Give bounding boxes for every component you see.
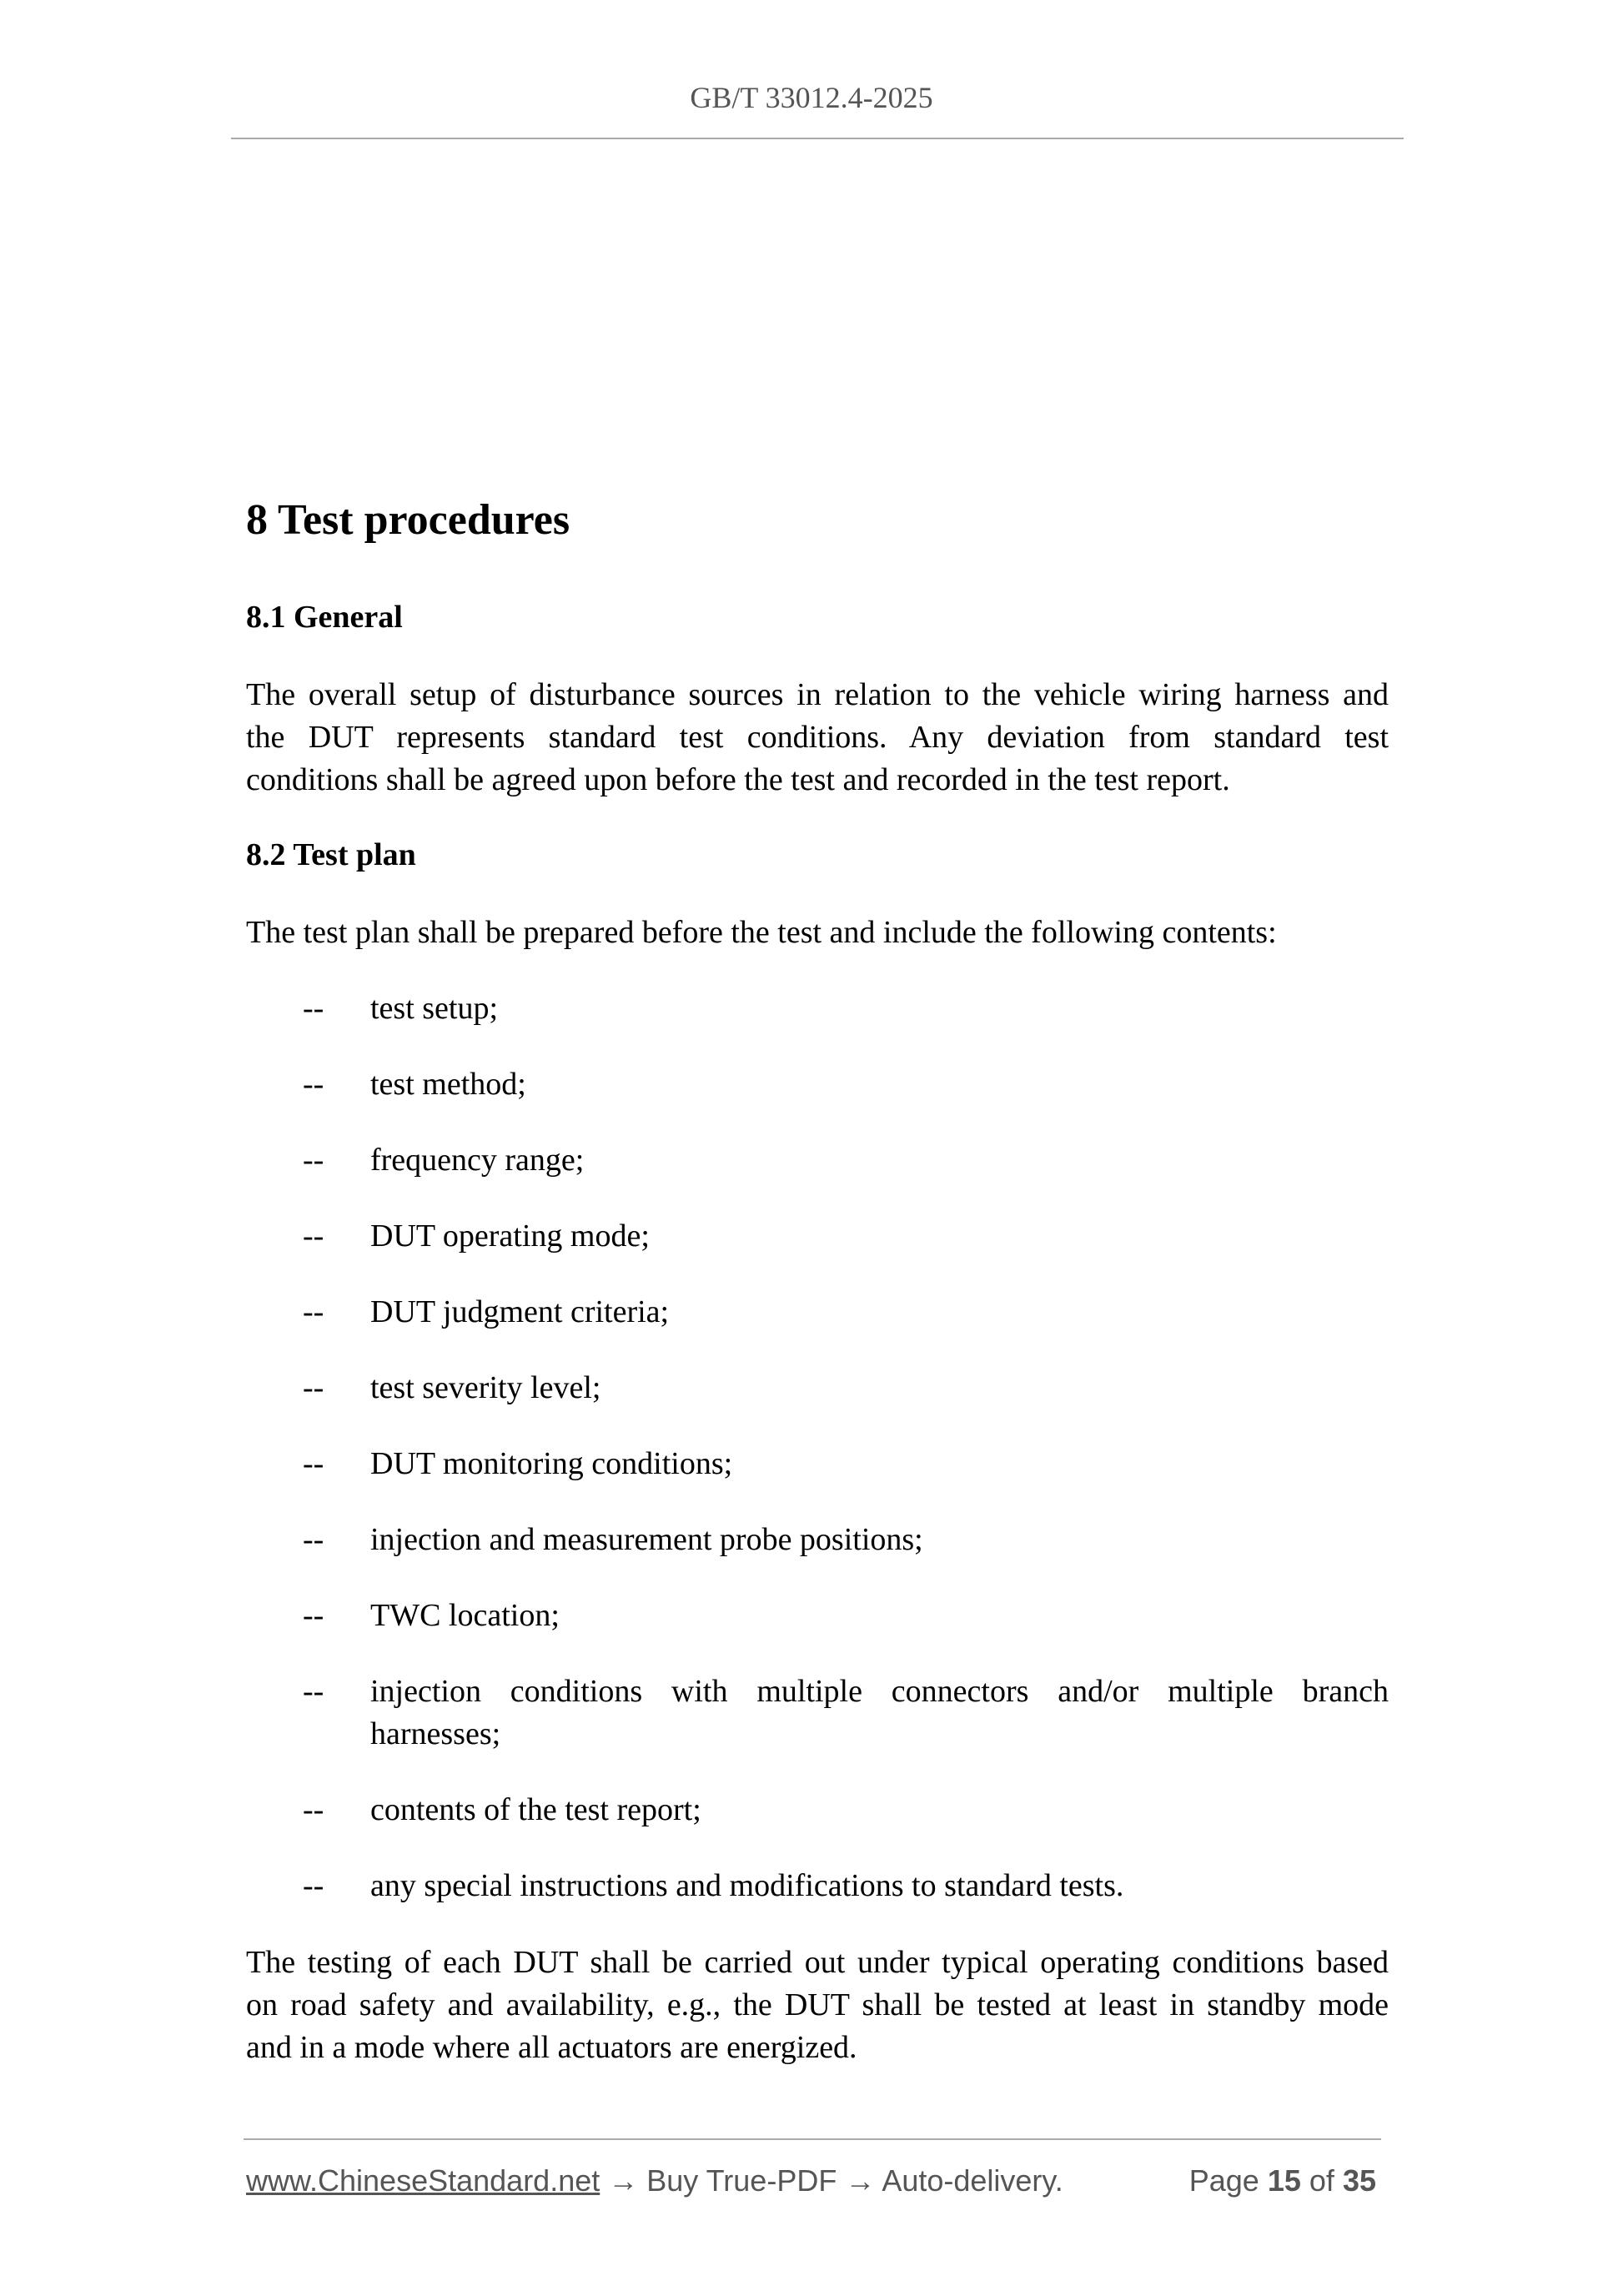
- list-item-text: [370, 1063, 1389, 1106]
- text-line: DUT operating mode;: [370, 1218, 650, 1254]
- subsection-title-test-plan: 8.2 Test plan: [246, 837, 416, 872]
- list-dash: --: [303, 1868, 324, 1903]
- header-divider: [231, 138, 1404, 139]
- list-item-text: [370, 1865, 1389, 1907]
- general-paragraph: [246, 674, 1389, 801]
- text-line: test setup;: [370, 991, 499, 1026]
- text-line: The overall setup of disturbance sources in relation to the vehicle wiring harness and: [246, 677, 1389, 712]
- list-dash: --: [303, 1218, 324, 1254]
- list-item: [303, 987, 1389, 1030]
- list-item: [303, 1139, 1389, 1182]
- list-item: [303, 1215, 1389, 1258]
- list-item: [303, 1443, 1389, 1485]
- text-line: the DUT represents standard test conditions. Any deviation from standard test: [246, 720, 1389, 755]
- list-item-text: [370, 1789, 1389, 1831]
- list-item-text: [370, 1367, 1389, 1409]
- text-line: TWC location;: [370, 1598, 560, 1633]
- total-pages: 35: [1342, 2163, 1376, 2198]
- page-label: Page: [1188, 2163, 1259, 2198]
- list-dash: --: [303, 1522, 324, 1557]
- closing-paragraph: [246, 1942, 1389, 2069]
- list-item-text: [370, 1291, 1389, 1334]
- list-item: [303, 1367, 1389, 1409]
- page-indicator: [1189, 2163, 1376, 2198]
- text-line: harnesses;: [370, 1716, 501, 1751]
- list-item: [303, 1671, 1389, 1756]
- list-item: [303, 1063, 1389, 1106]
- text-line: any special instructions and modifications to standard tests.: [370, 1868, 1124, 1903]
- page-number: 15: [1267, 2163, 1301, 2198]
- text-line: on road safety and availability, e.g., the DUT shall be tested at least in standby mode: [246, 1987, 1389, 2022]
- text-line: The testing of each DUT shall be carried out under typical operating conditions based: [246, 1945, 1389, 1980]
- list-dash: --: [303, 1370, 324, 1405]
- text-line: The test plan shall be prepared before the test and include the following contents:: [246, 915, 1277, 950]
- list-dash: --: [303, 1294, 324, 1329]
- list-item-text: [370, 1519, 1389, 1561]
- list-dash: --: [303, 991, 324, 1026]
- text-line: and in a mode where all actuators are energized.: [246, 2030, 857, 2065]
- text-line: DUT judgment criteria;: [370, 1294, 670, 1329]
- website-link[interactable]: www.ChineseStandard.net: [246, 2163, 600, 2198]
- text-line: conditions shall be agreed upon before the test and recorded in the test report.: [246, 762, 1230, 797]
- list-item-text: [370, 987, 1389, 1030]
- document-header: GB/T 33012.4-2025: [690, 81, 933, 114]
- list-dash: --: [303, 1792, 324, 1827]
- test-plan-intro: [246, 912, 1389, 954]
- list-item: [303, 1865, 1389, 1907]
- of-label: of: [1309, 2163, 1334, 2198]
- list-item: [303, 1519, 1389, 1561]
- text-line: injection and measurement probe positions;: [370, 1522, 923, 1557]
- list-dash: --: [303, 1598, 324, 1633]
- text-line: test method;: [370, 1067, 526, 1102]
- list-item: [303, 1595, 1389, 1637]
- list-item-text: [370, 1443, 1389, 1485]
- list-item-text: [370, 1215, 1389, 1258]
- footer-divider: [244, 2138, 1381, 2140]
- text-line: DUT monitoring conditions;: [370, 1446, 733, 1481]
- list-item: [303, 1789, 1389, 1831]
- list-dash: --: [303, 1674, 324, 1709]
- list-dash: --: [303, 1143, 324, 1178]
- footer-promo: → Buy True-PDF → Auto-delivery.: [600, 2163, 1063, 2198]
- list-dash: --: [303, 1446, 324, 1481]
- list-item-text: [370, 1671, 1389, 1756]
- text-line: contents of the test report;: [370, 1792, 701, 1827]
- section-title: 8 Test procedures: [246, 496, 570, 544]
- list-item-text: [370, 1595, 1389, 1637]
- list-item-text: [370, 1139, 1389, 1182]
- text-line: test severity level;: [370, 1370, 601, 1405]
- footer: [246, 2163, 1376, 2198]
- subsection-title-general: 8.1 General: [246, 600, 403, 635]
- list-dash: --: [303, 1067, 324, 1102]
- list-item: [303, 1291, 1389, 1334]
- text-line: injection conditions with multiple connectors and/or multiple branch: [370, 1674, 1389, 1709]
- text-line: frequency range;: [370, 1143, 585, 1178]
